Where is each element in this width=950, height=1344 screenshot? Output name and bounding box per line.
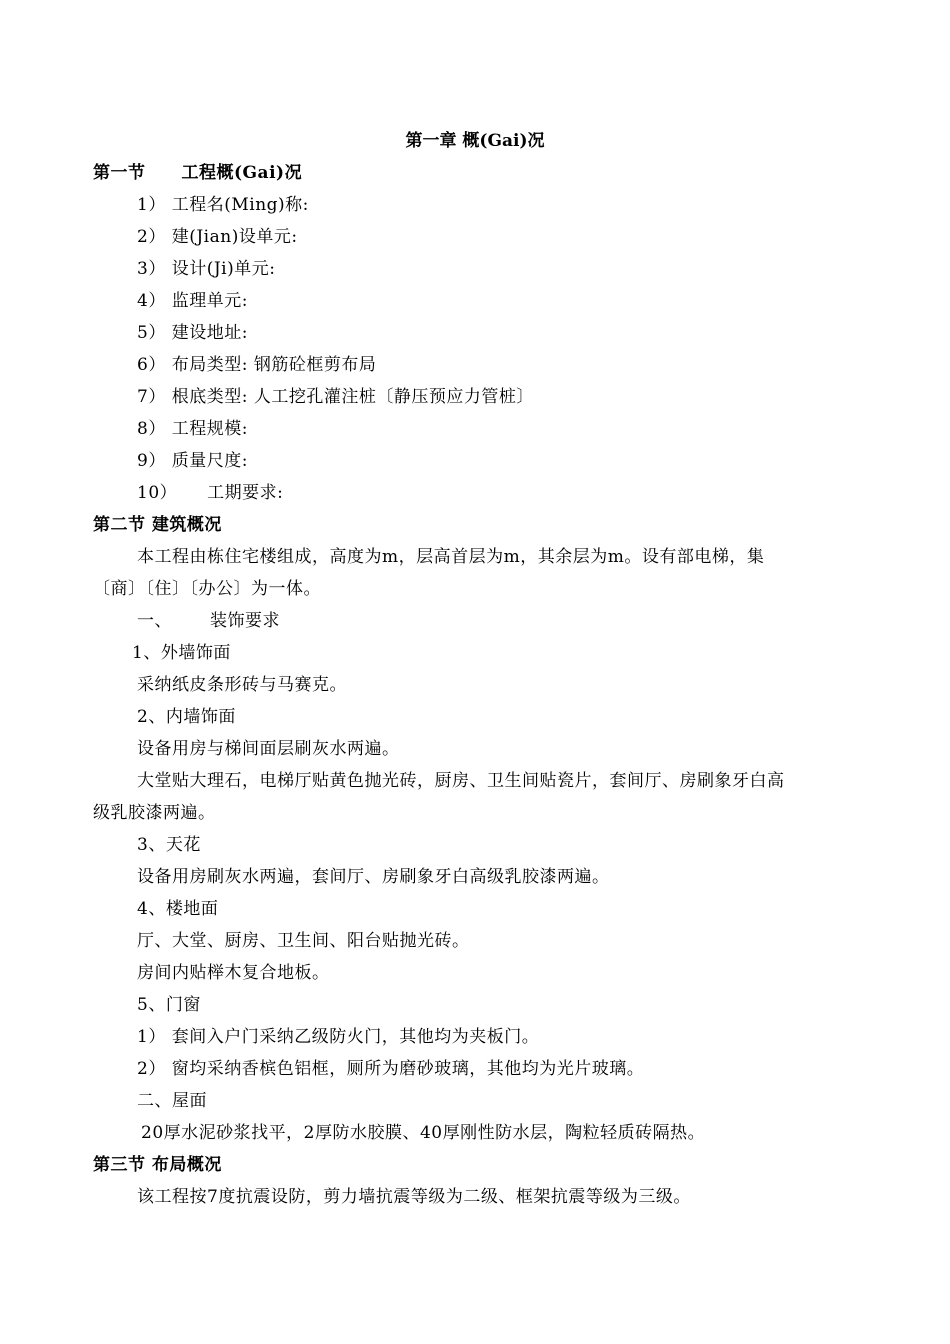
roof-heading: 二、屋面: [137, 1091, 207, 1111]
section-1-heading: [93, 162, 302, 184]
door-window-text-2: 2） 窗均采纳香槟色铝框，厕所为磨砂玻璃，其他均为光片玻璃。: [137, 1059, 645, 1079]
section-3-text: 该工程按7度抗震设防，剪力墙抗震等级为二级、框架抗震等级为三级。: [137, 1187, 691, 1207]
section-2-intro-line-2: 〔商〕〔住〕〔办公〕为一体。: [93, 579, 321, 599]
section-1-item-7: 7） 根底类型: 人工挖孔灌注桩〔静压预应力管桩〕: [137, 387, 534, 407]
exterior-wall-heading: 1、外墙饰面: [132, 643, 231, 663]
roof-text: 20厚水泥砂浆找平，2厚防水胶膜、40厚刚性防水层，陶粒轻质砖隔热。: [141, 1123, 706, 1143]
ceiling-heading: 3、天花: [137, 835, 201, 855]
part-1-heading: [137, 610, 280, 632]
chapter-title: 第一章 概(Gai)况: [405, 131, 545, 151]
interior-wall-text-2-line-1: 大堂贴大理石，电梯厅贴黄色抛光砖，厨房、卫生间贴瓷片，套间厅、房刷象牙白高: [137, 771, 785, 791]
floor-text-2: 房间内贴榉木复合地板。: [137, 963, 330, 983]
section-1-title: 工程概(Gai)况: [181, 163, 303, 183]
door-window-text-1: 1） 套间入户门采纳乙级防火门，其他均为夹板门。: [137, 1027, 540, 1047]
interior-wall-text-1: 设备用房与梯间面层刷灰水两遍。: [137, 739, 400, 759]
section-1-item-4: 4） 监理单元:: [137, 291, 248, 311]
interior-wall-heading: 2、内墙饰面: [137, 707, 236, 727]
part-1-title: 装饰要求: [210, 611, 280, 631]
floor-text-1: 厅、大堂、厨房、卫生间、阳台贴抛光砖。: [137, 931, 470, 951]
section-1-item-1: 1） 工程名(Ming)称:: [137, 195, 309, 215]
ceiling-text: 设备用房刷灰水两遍，套间厅、房刷象牙白高级乳胶漆两遍。: [137, 867, 610, 887]
section-1-number: 第一节: [93, 163, 146, 183]
door-window-heading: 5、门窗: [137, 995, 201, 1015]
section-1-item-2: 2） 建(Jian)设单元:: [137, 227, 298, 247]
section-1-item-5: 5） 建设地址:: [137, 323, 248, 343]
exterior-wall-text: 采纳纸皮条形砖与马赛克。: [137, 675, 347, 695]
section-1-item-10: [137, 482, 283, 504]
floor-heading: 4、楼地面: [137, 899, 219, 919]
part-1-number: 一、: [137, 611, 172, 631]
section-1-item-10-text: 工期要求:: [207, 483, 284, 503]
section-1-item-9: 9） 质量尺度:: [137, 451, 248, 471]
section-1-item-3: 3） 设计(Ji)单元:: [137, 259, 276, 279]
section-2-intro-line-1: 本工程由栋住宅楼组成，高度为m，层高首层为m，其余层为m。设有部电梯，集: [137, 547, 765, 567]
section-1-item-8: 8） 工程规模:: [137, 419, 248, 439]
section-1-item-6: 6） 布局类型: 钢筋砼框剪布局: [137, 355, 377, 375]
section-3-heading: 第三节 布局概况: [93, 1155, 222, 1175]
section-1-item-10-number: 10）: [137, 483, 178, 503]
section-2-heading: 第二节 建筑概况: [93, 515, 222, 535]
interior-wall-text-2-line-2: 级乳胶漆两遍。: [93, 803, 216, 823]
